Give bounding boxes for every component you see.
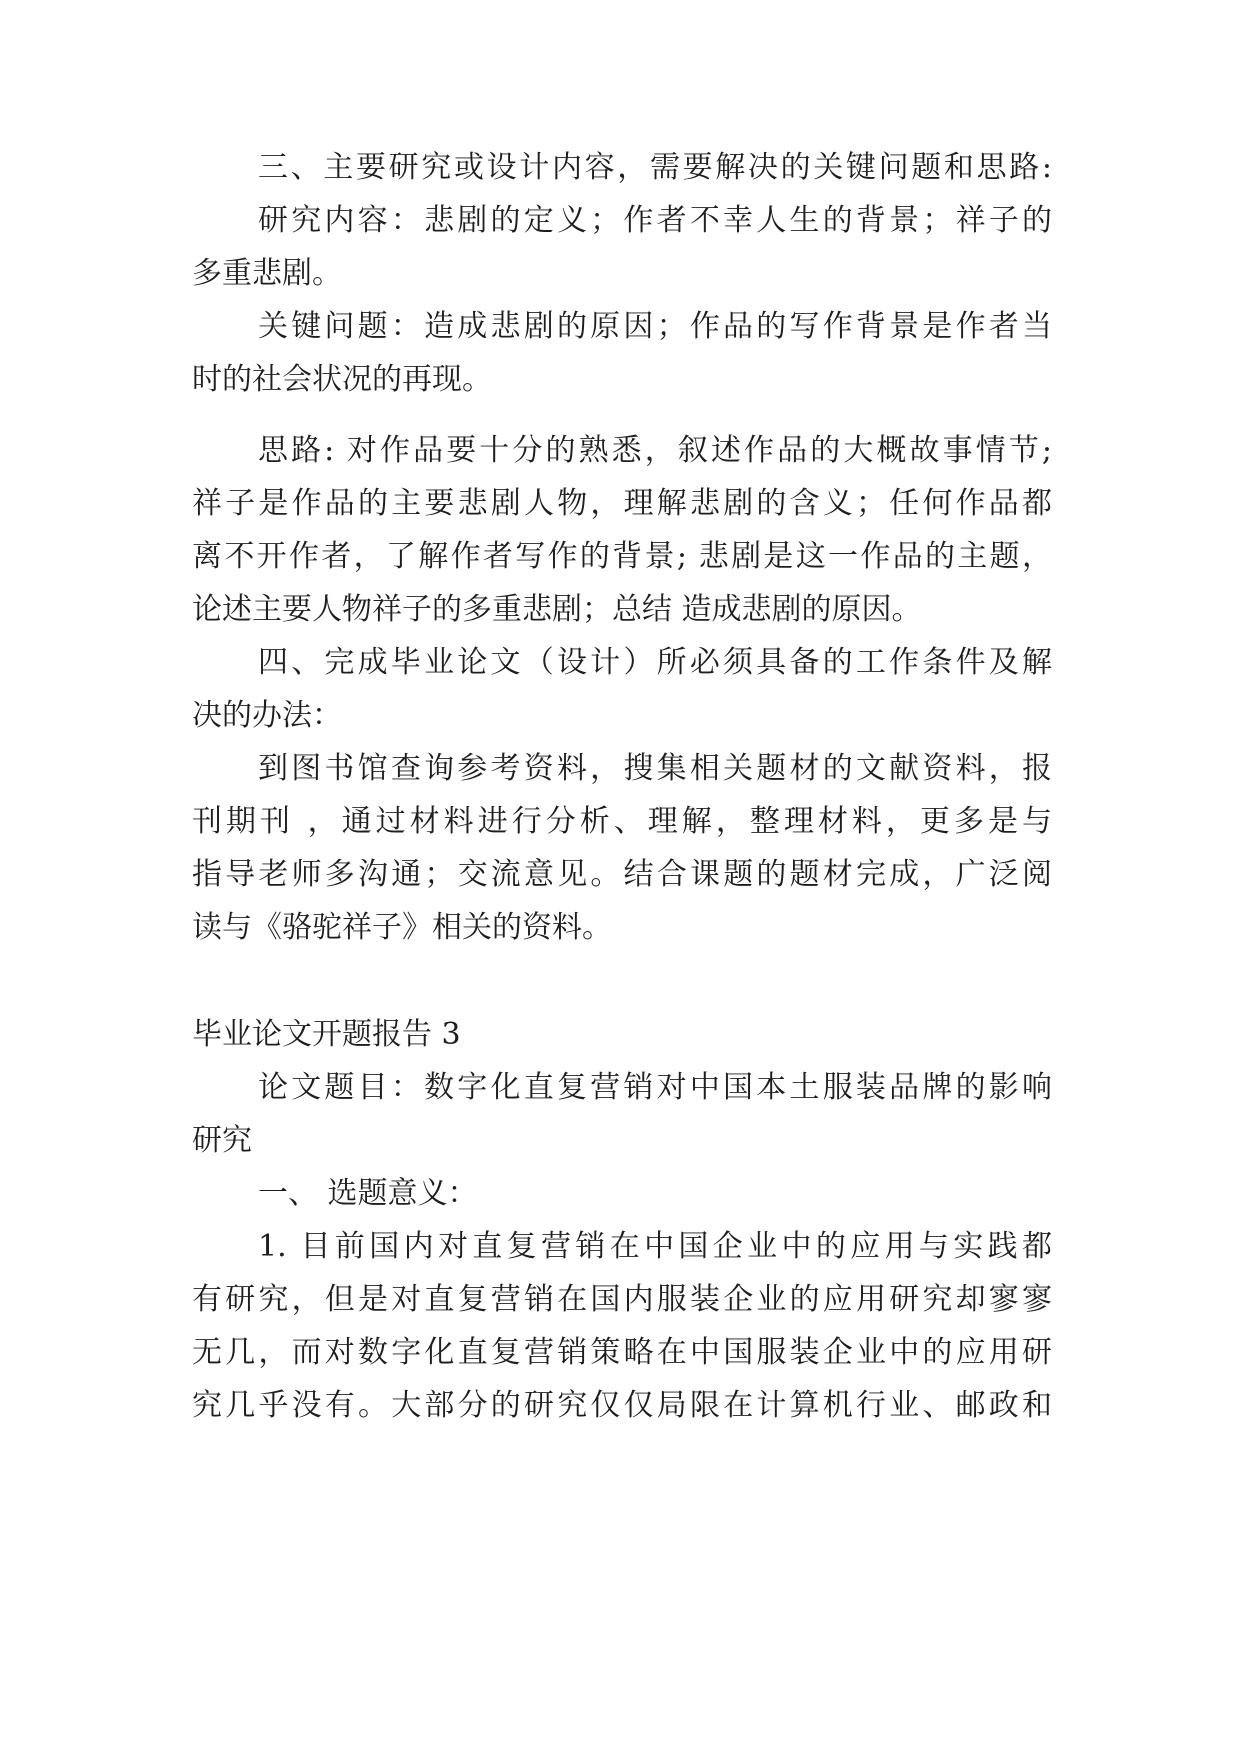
approach-line: 思路: 对作品要十分的熟悉，叙述作品的大概故事情节;	[258, 433, 1052, 468]
key-problem-line: 关键问题：造成悲剧的原因；作品的写作背景是作者当	[258, 309, 1052, 344]
section-four-heading: 决的办法：	[192, 698, 342, 733]
key-problem-line: 时的社会状况的再现。	[192, 362, 492, 397]
conditions-line: 到图书馆查询参考资料，搜集相关题材的文献资料，报	[258, 751, 1052, 786]
conditions-line: 指导老师多沟通；交流意见。结合课题的题材完成，广泛阅	[192, 857, 1052, 892]
section-four-heading: 四、完成毕业论文（设计）所必须具备的工作条件及解	[258, 645, 1052, 680]
report-title: 毕业论文开题报告 3	[192, 1017, 461, 1052]
thesis-title-line: 研究	[192, 1123, 252, 1158]
approach-line: 离不开作者，了解作者写作的背景; 悲剧是这一作品的主题，	[192, 539, 1052, 574]
research-content-line: 研究内容：悲剧的定义；作者不幸人生的背景；祥子的	[258, 203, 1052, 238]
section-one-heading: 一、 选题意义：	[258, 1176, 478, 1211]
significance-line: 1. 目前国内对直复营销在中国企业中的应用与实践都	[258, 1229, 1052, 1264]
thesis-title-line: 论文题目：数字化直复营销对中国本土服装品牌的影响	[258, 1070, 1052, 1105]
approach-line: 祥子是作品的主要悲剧人物，理解悲剧的含义；任何作品都	[192, 486, 1052, 521]
approach-line: 论述主要人物祥子的多重悲剧；总结 造成悲剧的原因。	[192, 592, 922, 627]
research-content-line: 多重悲剧。	[192, 256, 342, 291]
section-three-heading: 三、主要研究或设计内容，需要解决的关键问题和思路:	[258, 150, 1052, 185]
conditions-line: 刊期刊 ，通过材料进行分析、理解，整理材料，更多是与	[192, 804, 1052, 839]
significance-line: 有研究，但是对直复营销在国内服装企业的应用研究却寥寥	[192, 1282, 1052, 1317]
significance-line: 无几，而对数字化直复营销策略在中国服装企业中的应用研	[192, 1335, 1052, 1370]
significance-line: 究几乎没有。大部分的研究仅仅局限在计算机行业、邮政和	[192, 1388, 1052, 1423]
conditions-line: 读与《骆驼祥子》相关的资料。	[192, 910, 612, 945]
